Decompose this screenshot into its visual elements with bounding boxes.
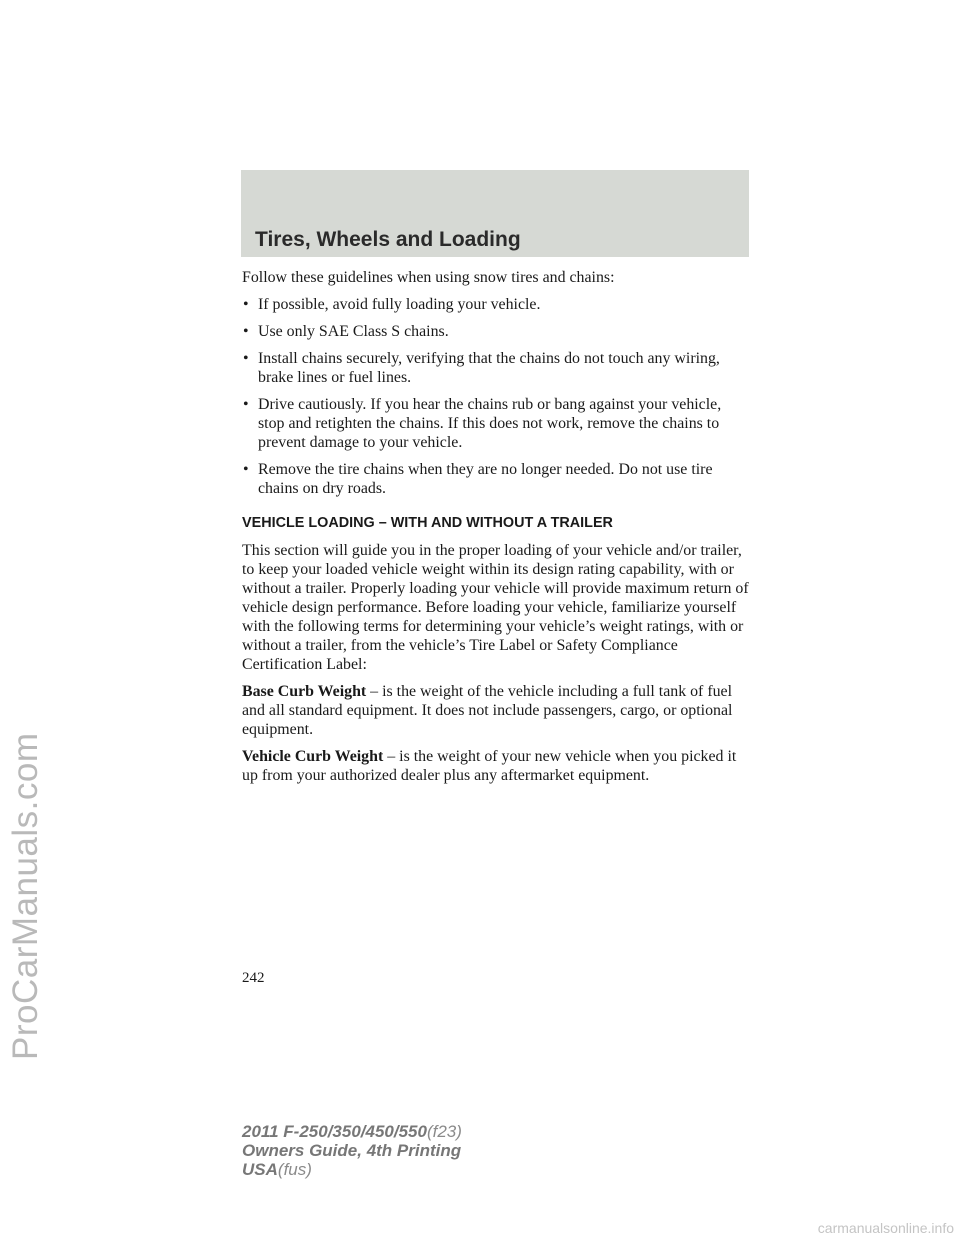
footer-region: USA [242,1160,278,1179]
list-item [242,349,750,387]
side-watermark: ProCarManuals.com [6,732,45,1060]
footer-model: 2011 F-250/350/450/550 [242,1122,427,1141]
intro-paragraph: Follow these guidelines when using snow tires and chains: [242,269,615,286]
bullet-icon: • [243,323,249,340]
bullet-icon: • [243,396,249,413]
bullet-icon: • [243,461,249,478]
list-item [242,460,750,498]
definition-base-curb-weight [242,682,750,739]
definition-text: – is the weight of the vehicle including a full tank of fuel and all standard equipment. It does not include passengers, cargo, or optional equipment. [242,683,733,738]
section-paragraph: This section will guide you in the proper loading of your vehicle and/or trailer, to keep your loaded vehicle weight within its design rating capability, with or without a trailer. Properly loading your vehicle will provide maximum return of vehicle design performance. Before loading your vehicle, familiarize yourself with the following terms for determining your vehicle’s weight ratings, with or without a trailer, from the vehicle’s Tire Label or Safety Compliance Certification Label: [242,542,749,673]
list-item [242,322,750,341]
list-item-text: Use only SAE Class S chains. [258,323,449,340]
page-number: 242 [242,970,265,986]
footer-line-model [242,1122,462,1141]
list-item [242,395,750,452]
section-heading: VEHICLE LOADING – WITH AND WITHOUT A TRAILER [242,515,613,531]
list-item-text: Remove the tire chains when they are no longer needed. Do not use tire chains on dry roads. [258,461,713,497]
footer-region-code: (fus) [277,1160,312,1179]
definition-text: – is the weight of your new vehicle when you picked it up from your authorized dealer plus any aftermarket equipment. [242,748,737,784]
page-content [242,268,750,793]
definition-term: Base Curb Weight [242,683,367,700]
list-item [242,295,750,314]
snow-chain-guidelines-list [242,295,750,498]
bullet-icon: • [243,350,249,367]
bottom-watermark: carmanualsonline.info [817,1220,954,1236]
list-item-text: Drive cautiously. If you hear the chains rub or bang against your vehicle, stop and retighten the chains. If this does not work, remove the chains to prevent damage to your vehicle. [258,396,722,451]
definition-vehicle-curb-weight [242,747,750,785]
footer [242,1122,462,1179]
definition-term: Vehicle Curb Weight [242,748,384,765]
section-header-bar [241,170,749,257]
list-item-text: Install chains securely, verifying that the chains do not touch any wiring, brake lines or fuel lines. [258,350,720,386]
footer-line-printing: Owners Guide, 4th Printing [242,1141,462,1160]
footer-line-region [242,1160,462,1179]
section-title: Tires, Wheels and Loading [255,228,521,251]
list-item-text: If possible, avoid fully loading your vehicle. [258,296,541,313]
footer-model-code: (f23) [426,1122,462,1141]
bullet-icon: • [243,296,249,313]
